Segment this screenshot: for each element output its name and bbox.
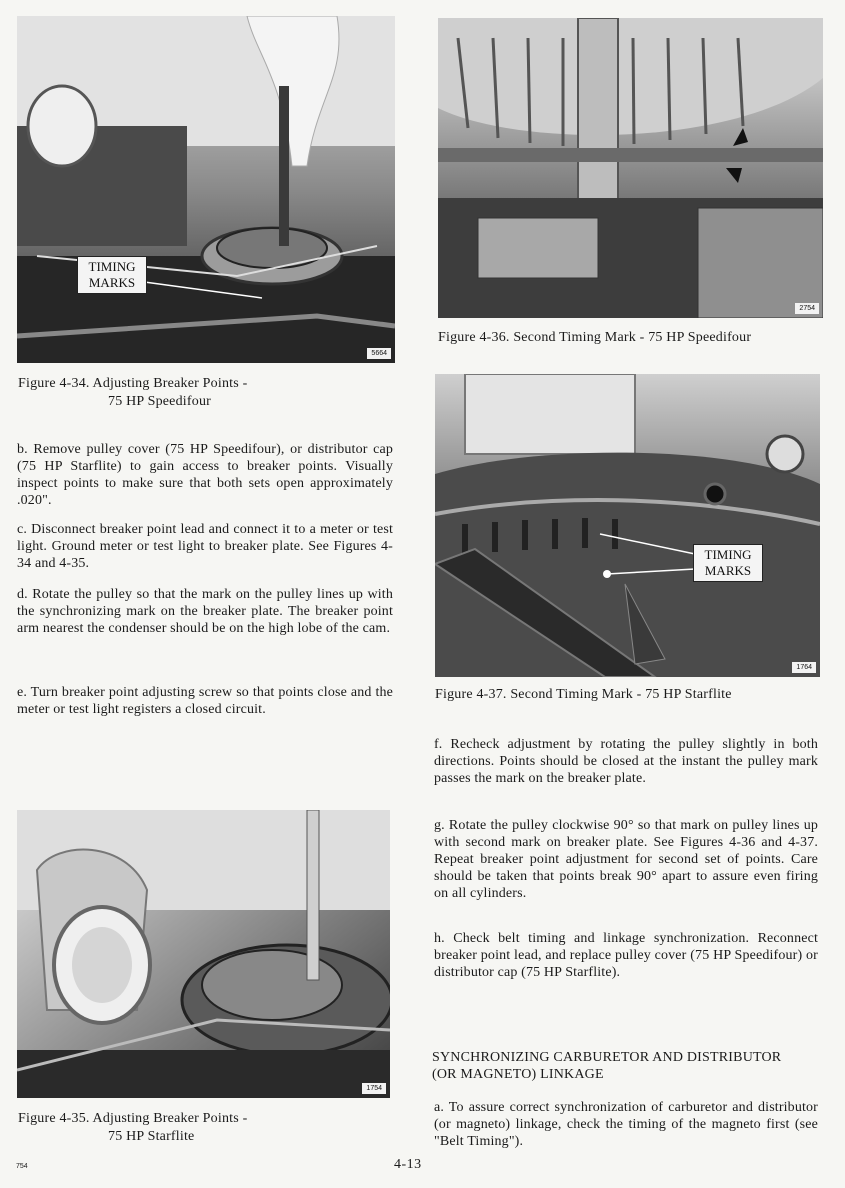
figure-4-34-caption: Figure 4-34. Adjusting Breaker Points - 75 HP Speedifour bbox=[18, 376, 248, 409]
page-number: 4-13 bbox=[394, 1157, 422, 1172]
photo-id: 1754 bbox=[362, 1083, 386, 1094]
paragraph-c: c. Disconnect breaker point lead and connect it to a meter or test light. Ground meter or test light to breaker plate. See Figures 4-34 and 4-35. bbox=[17, 522, 393, 571]
figure-4-34-photo bbox=[17, 16, 395, 363]
engine-photo-illustration bbox=[17, 810, 390, 1098]
figure-4-36-photo bbox=[438, 18, 823, 318]
paragraph-g: g. Rotate the pulley clockwise 90° so that mark on pulley lines up with second mark on breaker plate. See Figures 4-36 and 4-37. Repeat breaker point adjustment for second set of points. Care should be taken that points break 90° apart to assure even firing on all cylinders. bbox=[434, 818, 818, 901]
engine-photo-illustration bbox=[438, 18, 823, 318]
figure-4-35-photo bbox=[17, 810, 390, 1098]
paragraph-f: f. Recheck adjustment by rotating the pulley slightly in both directions. Points should be closed at the instant the pulley mark passes the mark on the breaker plate. bbox=[434, 737, 818, 786]
paragraph-b: b. Remove pulley cover (75 HP Speedifour), or distributor cap (75 HP Starflite) to gain access to breaker points. Visually inspect points to make sure that both sets open approximately .020". bbox=[17, 442, 393, 508]
photo-id: 1764 bbox=[792, 662, 816, 673]
paragraph-e: e. Turn breaker point adjusting screw so that points close and the meter or test light registers a closed circuit. bbox=[17, 685, 393, 717]
paragraph-d: d. Rotate the pulley so that the mark on the pulley lines up with the synchronizing mark on the breaker plate. The breaker point arm nearest the condenser should be on the high lobe of the cam. bbox=[17, 587, 393, 636]
photo-id: 2754 bbox=[795, 303, 819, 314]
engine-photo-illustration bbox=[435, 374, 820, 677]
engine-photo-illustration bbox=[17, 16, 395, 363]
figure-4-37-photo bbox=[435, 374, 820, 677]
section-heading: SYNCHRONIZING CARBURETOR AND DISTRIBUTOR (OR MAGNETO) LINKAGE bbox=[432, 1050, 782, 1082]
paragraph-a: a. To assure correct synchronization of carburetor and distributor (or magneto) linkage, check the timing of the magneto first (see "Belt Timing"). bbox=[434, 1100, 818, 1149]
paragraph-h: h. Check belt timing and linkage synchronization. Reconnect breaker point lead, and replace pulley cover (75 HP Speedifour) or distributor cap (75 HP Starflite). bbox=[434, 931, 818, 980]
timing-marks-callout: TIMING MARKS bbox=[693, 544, 763, 582]
photo-id: 5664 bbox=[367, 348, 391, 359]
timing-marks-callout: TIMING MARKS bbox=[77, 256, 147, 294]
figure-4-36-caption: Figure 4-36. Second Timing Mark - 75 HP Speedifour bbox=[438, 330, 752, 345]
figure-4-35-caption: Figure 4-35. Adjusting Breaker Points - 75 HP Starflite bbox=[18, 1111, 248, 1144]
figure-4-37-caption: Figure 4-37. Second Timing Mark - 75 HP Starflite bbox=[435, 687, 732, 702]
footer-code: 754 bbox=[16, 1163, 28, 1170]
